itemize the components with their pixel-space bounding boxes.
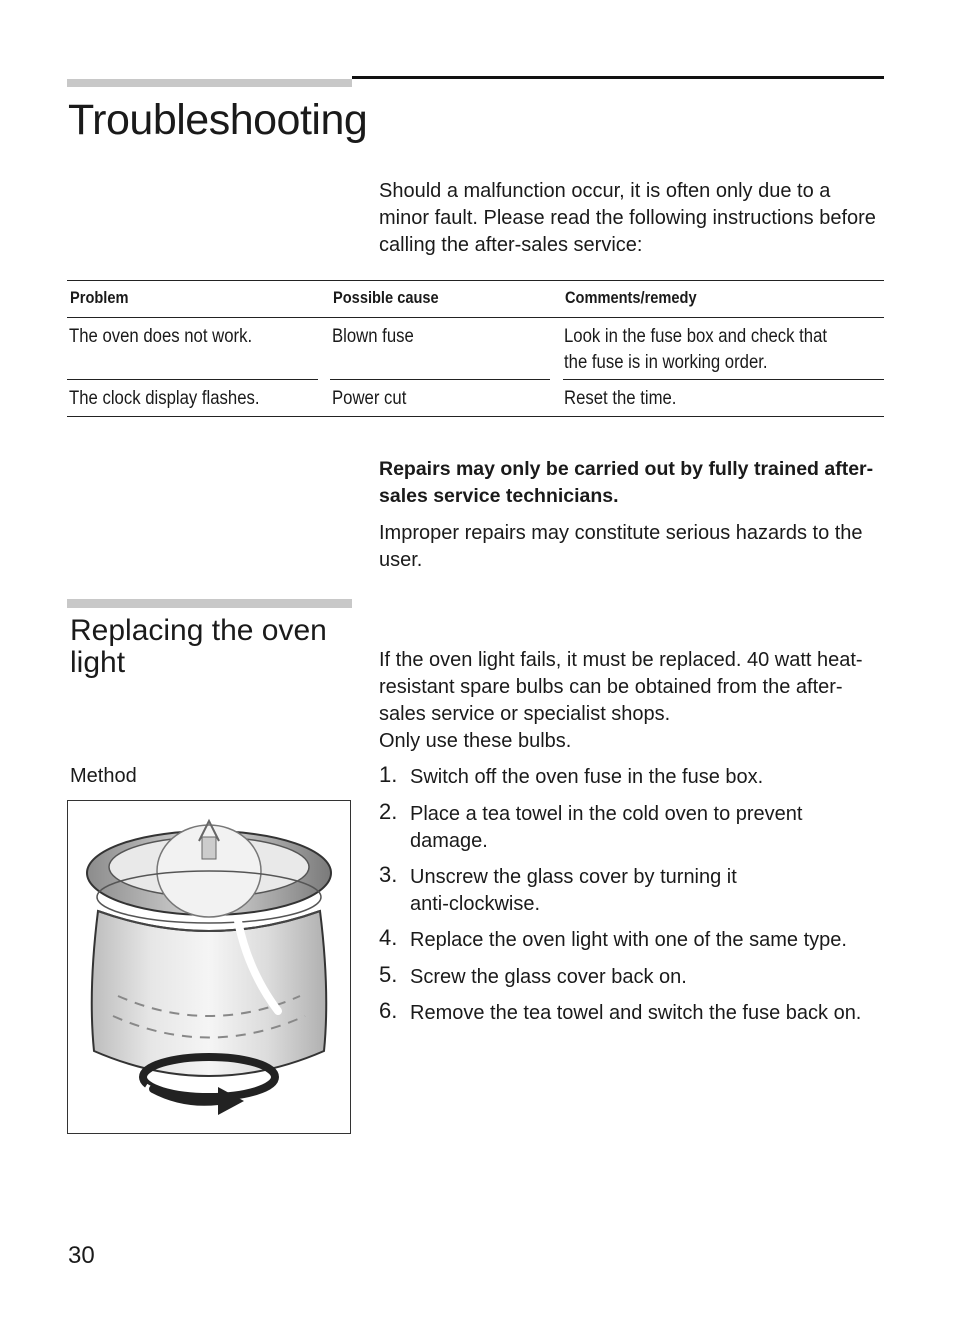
step-number: 2. — [379, 799, 398, 824]
warning-text: Improper repairs may constitute serious hazards to the user. — [379, 522, 863, 571]
step-text: Remove the tea towel and switch the fuse back on. — [410, 1002, 862, 1024]
title-gray-bar — [67, 79, 352, 87]
section-description: If the oven light fails, it must be replaced. 40 watt heat-resistant spare bulbs can be obtained from the after-sales service or specialist shops. — [379, 649, 863, 725]
table-row-1-remedy-line2: the fuse is in working order. — [564, 352, 768, 373]
table-header-problem: Problem — [70, 288, 129, 307]
table-row-2-problem: The clock display flashes. — [69, 388, 260, 409]
step-text: Unscrew the glass cover by turning it anti-clockwise. — [410, 866, 737, 915]
intro-paragraph: Should a malfunction occur, it is often only due to a minor fault. Please read the following instructions before calling the after-sales service: — [379, 180, 876, 256]
table-row-1-cause: Blown fuse — [332, 326, 414, 347]
warning-bold: Repairs may only be carried out by fully trained after-sales service technicians. — [379, 458, 874, 507]
table-top-rule — [67, 280, 884, 281]
table-row-1-remedy-line1: Look in the fuse box and check that — [564, 326, 828, 347]
table-header-rule — [67, 317, 884, 318]
step-text: Replace the oven light with one of the same type. — [410, 929, 847, 951]
page-title: Troubleshooting — [68, 96, 368, 144]
table-row-2-remedy: Reset the time. — [564, 388, 677, 409]
method-label: Method — [70, 765, 137, 787]
glass-cover-drawing — [68, 801, 350, 1133]
table-header-remedy: Comments/remedy — [565, 288, 697, 307]
table-row-1-rule-b — [330, 379, 550, 380]
step-number: 3. — [379, 862, 398, 887]
step-3 — [379, 864, 889, 918]
title-black-rule — [352, 76, 884, 79]
table-row-1-rule-c — [563, 379, 884, 380]
oven-light-illustration — [67, 800, 351, 1134]
table-row-1-rule-a — [67, 379, 318, 380]
table-row-1-problem: The oven does not work. — [69, 326, 253, 347]
table-row-2-cause: Power cut — [332, 388, 407, 409]
step-number: 4. — [379, 925, 398, 950]
step-number: 1. — [379, 762, 398, 787]
step-number: 6. — [379, 998, 398, 1023]
table-header-cause: Possible cause — [333, 288, 439, 307]
step-1 — [379, 764, 889, 791]
section-note: Only use these bulbs. — [379, 730, 572, 752]
step-text: Switch off the oven fuse in the fuse box. — [410, 766, 764, 788]
table-bottom-rule — [67, 416, 884, 417]
step-5 — [379, 964, 889, 991]
step-6 — [379, 1000, 889, 1027]
step-4 — [379, 927, 889, 954]
section-gray-bar — [67, 599, 352, 608]
page-number: 30 — [68, 1242, 95, 1269]
step-number: 5. — [379, 962, 398, 987]
step-text: Screw the glass cover back on. — [410, 966, 687, 988]
section-title: Replacing the oven light — [70, 614, 327, 679]
step-2 — [379, 801, 889, 855]
step-text: Place a tea towel in the cold oven to prevent damage. — [410, 803, 803, 852]
